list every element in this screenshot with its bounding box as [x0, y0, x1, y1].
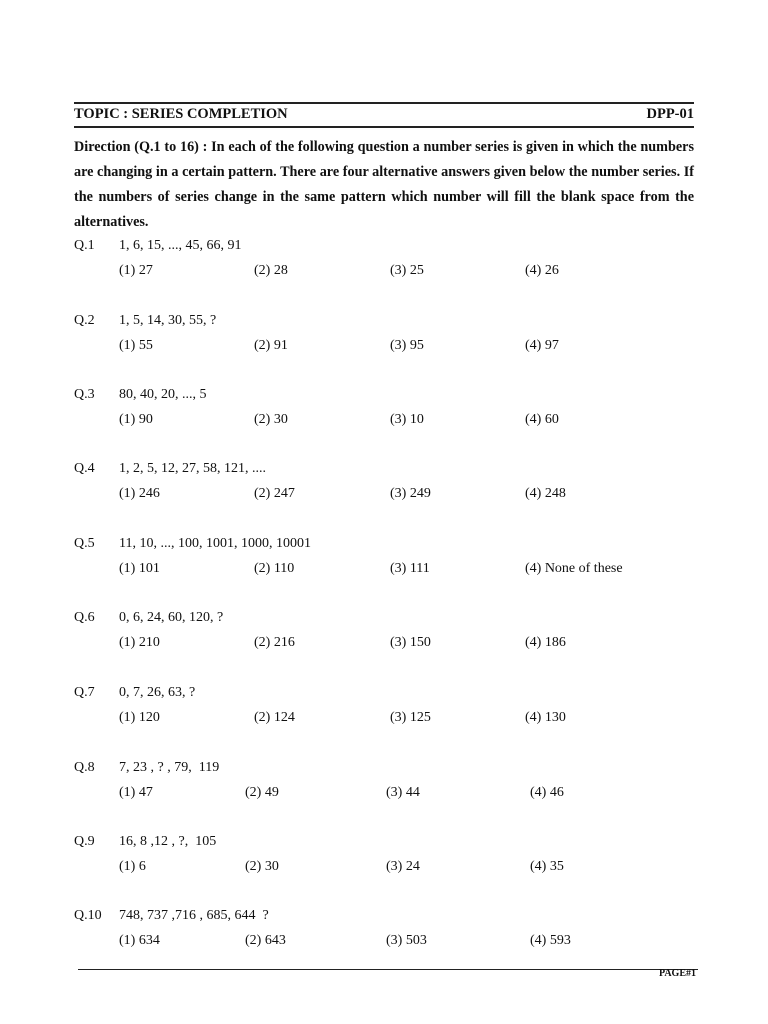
question-number: Q.5 — [74, 536, 95, 551]
question-series: 16, 8 ,12 , ?, 105 — [119, 834, 217, 849]
option-3: (3) 95 — [390, 338, 424, 353]
option-3: (3) 25 — [390, 263, 424, 278]
option-1: (1) 47 — [119, 785, 153, 800]
question-series: 1, 6, 15, ..., 45, 66, 91 — [119, 238, 242, 253]
question-series: 11, 10, ..., 100, 1001, 1000, 10001 — [119, 536, 311, 551]
question-number: Q.9 — [74, 834, 95, 849]
option-4: (4) 35 — [530, 859, 564, 874]
question-item — [74, 908, 694, 960]
option-1: (1) 101 — [119, 561, 160, 576]
option-1: (1) 55 — [119, 338, 153, 353]
option-3: (3) 249 — [390, 486, 431, 501]
option-4: (4) 60 — [525, 412, 559, 427]
option-3: (3) 503 — [386, 933, 427, 948]
question-number: Q.8 — [74, 760, 95, 775]
question-number: Q.7 — [74, 685, 95, 700]
option-1: (1) 90 — [119, 412, 153, 427]
option-4: (4) 46 — [530, 785, 564, 800]
option-4: (4) 186 — [525, 635, 566, 650]
option-4: (4) 97 — [525, 338, 559, 353]
question-item — [74, 610, 694, 662]
option-3: (3) 125 — [390, 710, 431, 725]
option-4: (4) 593 — [530, 933, 571, 948]
question-item — [74, 387, 694, 439]
option-2: (2) 643 — [245, 933, 286, 948]
question-series: 748, 737 ,716 , 685, 644 ? — [119, 908, 269, 923]
question-series: 0, 6, 24, 60, 120, ? — [119, 610, 224, 625]
option-2: (2) 247 — [254, 486, 295, 501]
option-2: (2) 124 — [254, 710, 295, 725]
question-series: 7, 23 , ? , 79, 119 — [119, 760, 220, 775]
option-1: (1) 120 — [119, 710, 160, 725]
question-series: 1, 2, 5, 12, 27, 58, 121, .... — [119, 461, 266, 476]
option-3: (3) 44 — [386, 785, 420, 800]
option-2: (2) 91 — [254, 338, 288, 353]
question-number: Q.1 — [74, 238, 95, 253]
question-item — [74, 238, 694, 290]
option-4: (4) 130 — [525, 710, 566, 725]
option-1: (1) 210 — [119, 635, 160, 650]
question-number: Q.4 — [74, 461, 95, 476]
option-2: (2) 110 — [254, 561, 295, 576]
question-number: Q.3 — [74, 387, 95, 402]
question-item — [74, 461, 694, 513]
directions-paragraph: Direction (Q.1 to 16) : In each of the following question a number series is given in which the numbers are changing in a certain pattern. There are four alternative answers given below the number series. If the numbers of series change in the same pattern which number will fill the blank space from the alternatives. — [74, 139, 694, 230]
option-4: (4) None of these — [525, 561, 623, 576]
question-number: Q.2 — [74, 313, 95, 328]
option-1: (1) 27 — [119, 263, 153, 278]
question-series: 0, 7, 26, 63, ? — [119, 685, 196, 700]
option-1: (1) 634 — [119, 933, 160, 948]
question-number: Q.10 — [74, 908, 102, 923]
page-header — [74, 102, 694, 128]
question-number: Q.6 — [74, 610, 95, 625]
question-item — [74, 760, 694, 812]
footer-divider — [78, 969, 698, 970]
option-3: (3) 10 — [390, 412, 424, 427]
question-item — [74, 685, 694, 737]
question-item — [74, 536, 694, 588]
question-item — [74, 313, 694, 365]
option-3: (3) 24 — [386, 859, 420, 874]
option-2: (2) 28 — [254, 263, 288, 278]
option-2: (2) 49 — [245, 785, 279, 800]
option-1: (1) 6 — [119, 859, 146, 874]
option-3: (3) 150 — [390, 635, 431, 650]
option-1: (1) 246 — [119, 486, 160, 501]
dpp-code: DPP-01 — [646, 106, 694, 122]
option-2: (2) 30 — [254, 412, 288, 427]
question-series: 1, 5, 14, 30, 55, ? — [119, 313, 217, 328]
question-item — [74, 834, 694, 886]
option-4: (4) 248 — [525, 486, 566, 501]
option-3: (3) 111 — [390, 561, 430, 576]
option-4: (4) 26 — [525, 263, 559, 278]
option-2: (2) 216 — [254, 635, 295, 650]
page-number: PAGE#1 — [658, 968, 696, 979]
question-series: 80, 40, 20, ..., 5 — [119, 387, 207, 402]
option-2: (2) 30 — [245, 859, 279, 874]
topic-title: TOPIC : SERIES COMPLETION — [74, 106, 288, 122]
